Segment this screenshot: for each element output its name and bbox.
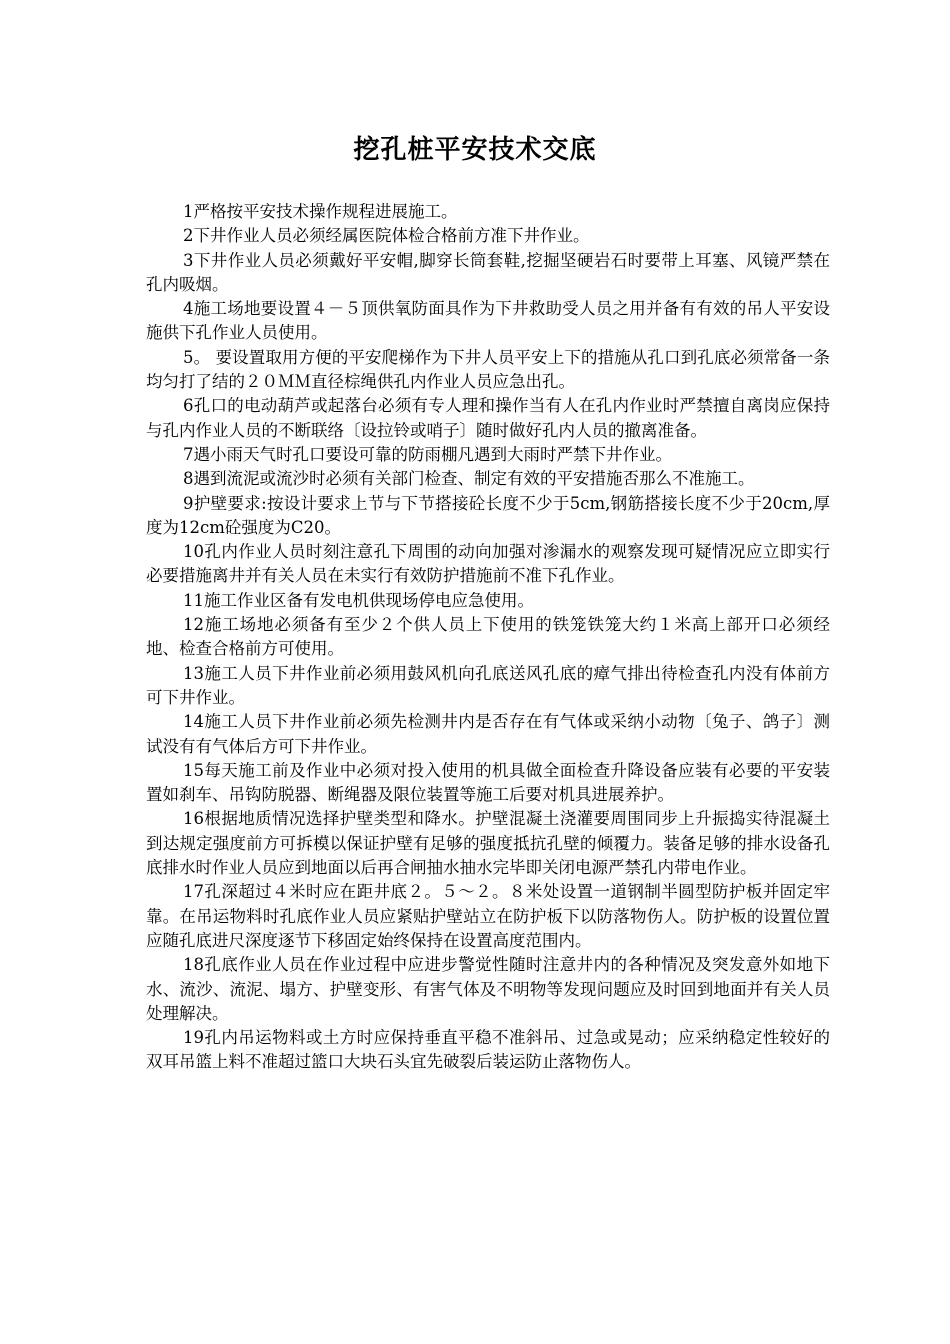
paragraph-15: 15每天施工前及作业中必须对投入使用的机具做全面检查升降设备应装有必要的平安装置如刹车、吊钩防脱器、断绳器及限位装置等施工后要对机具进展养护。: [146, 760, 830, 805]
paragraph-6: 6孔口的电动葫芦或起落台必须有专人理和操作当有人在孔内作业时严禁擅自离岗应保持与孔内作业人员的不断联络〔设拉铃或哨子〕随时做好孔内人员的撤离准备。: [146, 396, 830, 440]
paragraph-12: 12施工场地必须备有至少２个供人员上下使用的铁笼铁笼大约１米高上部开口必须经地、检查合格前方可使用。: [146, 615, 830, 659]
document-body: [146, 200, 830, 1075]
paragraph-8: 8遇到流泥或流沙时必须有关部门检查、制定有效的平安措施否那么不准施工。: [183, 469, 755, 489]
paragraph-13: 13施工人员下井作业前必须用鼓风机向孔底送风孔底的瘴气排出待检查孔内没有体前方可下井作业。: [146, 663, 830, 707]
paragraph-1: 1严格按平安技术操作规程进展施工。: [183, 202, 458, 221]
paragraph-2: 2下井作业人员必须经属医院体检合格前方准下井作业。: [183, 226, 590, 246]
paragraph-7: 7遇小雨天气时孔口要设可靠的防雨棚凡遇到大雨时严禁下井作业。: [183, 444, 672, 464]
paragraph-17: 17孔深超过４米时应在距井底２。５～２。８米处设置一道钢制半圆型防护板并固定牢靠。在吊运物料时孔底作业人员应紧贴护壁站立在防护板下以防落物伤人。防护板的设置位置应随孔底进尺深度逐节下移固定始终保持在设置高度范围内。: [146, 882, 830, 950]
paragraph-18: 18孔底作业人员在作业过程中应进步警觉性随时注意井内的各种情况及突发意外如地下水、流沙、流泥、塌方、护壁变形、有害气体及不明物等发现问题应及时回到地面并有关人员处理解决。: [146, 955, 830, 1023]
paragraph-5: 5。 要设置取用方便的平安爬梯作为下井人员平安上下的措施从孔口到孔底必须常备一条均匀打了结的２０ＭＭ直径棕绳供孔内作业人员应急出孔。: [146, 347, 830, 392]
paragraph-3: 3下井作业人员必须戴好平安帽,脚穿长筒套鞋,挖掘坚硬岩石时要带上耳塞、风镜严禁在孔内吸烟。: [146, 250, 830, 294]
paragraph-9: 9护壁要求:按设计要求上节与下节搭接砼长度不少于5cm,钢筋搭接长度不少于20cm,厚度为12cm砼强度为C20。: [146, 493, 830, 537]
paragraph-11: 11施工作业区备有发电机供现场停电应急使用。: [183, 590, 534, 610]
paragraph-4: 4施工场地要设置４－５顶供氧防面具作为下井救助受人员之用并备有有效的吊人平安设施供下孔作业人员使用。: [146, 299, 830, 343]
paragraph-14: 14施工人员下井作业前必须先检测井内是否存在有气体或采纳小动物〔兔子、鸽子〕测试没有有气体后方可下井作业。: [146, 712, 830, 756]
paragraph-10: 10孔内作业人员时刻注意孔下周围的动向加强对渗漏水的观察发现可疑情况应立即实行必要措施离井并有关人员在未实行有效防护措施前不准下孔作业。: [146, 542, 830, 586]
paragraph-16: 16根据地质情况选择护壁类型和降水。护壁混凝土浇灌要周围同步上升振捣实待混凝土到达规定强度前方可拆模以保证护壁有足够的强度抵抗孔壁的倾覆力。装备足够的排水设备孔底排水时作业人员应到地面以后再合闸抽水抽水完毕即关闭电源严禁孔内带电作业。: [146, 809, 830, 878]
paragraph-19: 19孔内吊运物料或土方时应保持垂直平稳不准斜吊、过急或晃动；应采纳稳定性较好的双耳吊篮上料不准超过篮口大块石头宜先破裂后装运防止落物伤人。: [146, 1028, 830, 1072]
document-title: 挖孔桩平安技术交底: [353, 135, 597, 165]
